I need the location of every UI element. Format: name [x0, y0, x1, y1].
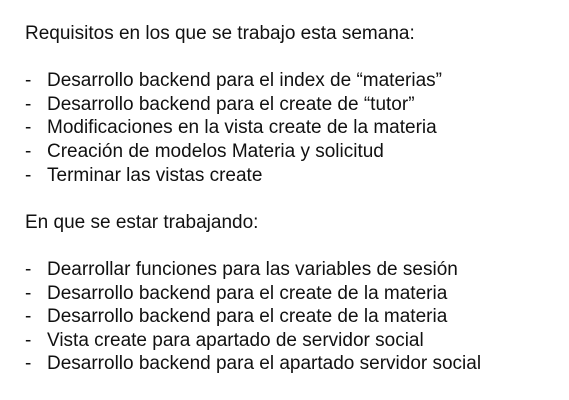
- list-item-text: Modificaciones en la vista create de la materia: [47, 117, 437, 139]
- section-in-progress-heading: En que se estar trabajando:: [25, 211, 259, 233]
- list-item-text: Desarrollo backend para el apartado servidor social: [47, 353, 482, 375]
- dash-bullet: -: [25, 140, 32, 162]
- list-item-text: Desarrollo backend para el create de la materia: [47, 306, 448, 328]
- list-item: [25, 164, 565, 188]
- section-done-list: [25, 69, 565, 187]
- dash-bullet: -: [25, 329, 32, 351]
- list-item: [25, 282, 565, 306]
- list-item: [25, 69, 565, 93]
- list-item: [25, 93, 565, 117]
- section-in-progress-list: [25, 258, 565, 376]
- spacer: [25, 187, 565, 211]
- list-item-text: Desarrollo backend para el index de “materias”: [47, 70, 442, 92]
- list-item-text: Creación de modelos Materia y solicitud: [47, 140, 384, 162]
- document: [25, 22, 565, 376]
- spacer: [25, 234, 565, 258]
- dash-bullet: -: [25, 164, 32, 186]
- dash-bullet: -: [25, 70, 32, 92]
- list-item: [25, 258, 565, 282]
- list-item-text: Desarrollo backend para el create de la materia: [47, 282, 448, 304]
- dash-bullet: -: [25, 93, 32, 115]
- dash-bullet: -: [25, 117, 32, 139]
- list-item-text: Terminar las vistas create: [47, 164, 263, 186]
- dash-bullet: -: [25, 353, 32, 375]
- list-item: [25, 140, 565, 164]
- list-item: [25, 352, 565, 376]
- list-item-text: Dearrollar funciones para las variables de sesión: [47, 258, 458, 280]
- list-item: [25, 116, 565, 140]
- dash-bullet: -: [25, 258, 32, 280]
- list-item-text: Desarrollo backend para el create de “tutor”: [47, 93, 415, 115]
- list-item: [25, 305, 565, 329]
- section-done-heading: Requisitos en los que se trabajo esta semana:: [25, 23, 415, 44]
- dash-bullet: -: [25, 306, 32, 328]
- list-item-text: Vista create para apartado de servidor social: [47, 329, 424, 351]
- list-item: [25, 329, 565, 353]
- dash-bullet: -: [25, 282, 32, 304]
- spacer: [25, 46, 565, 70]
